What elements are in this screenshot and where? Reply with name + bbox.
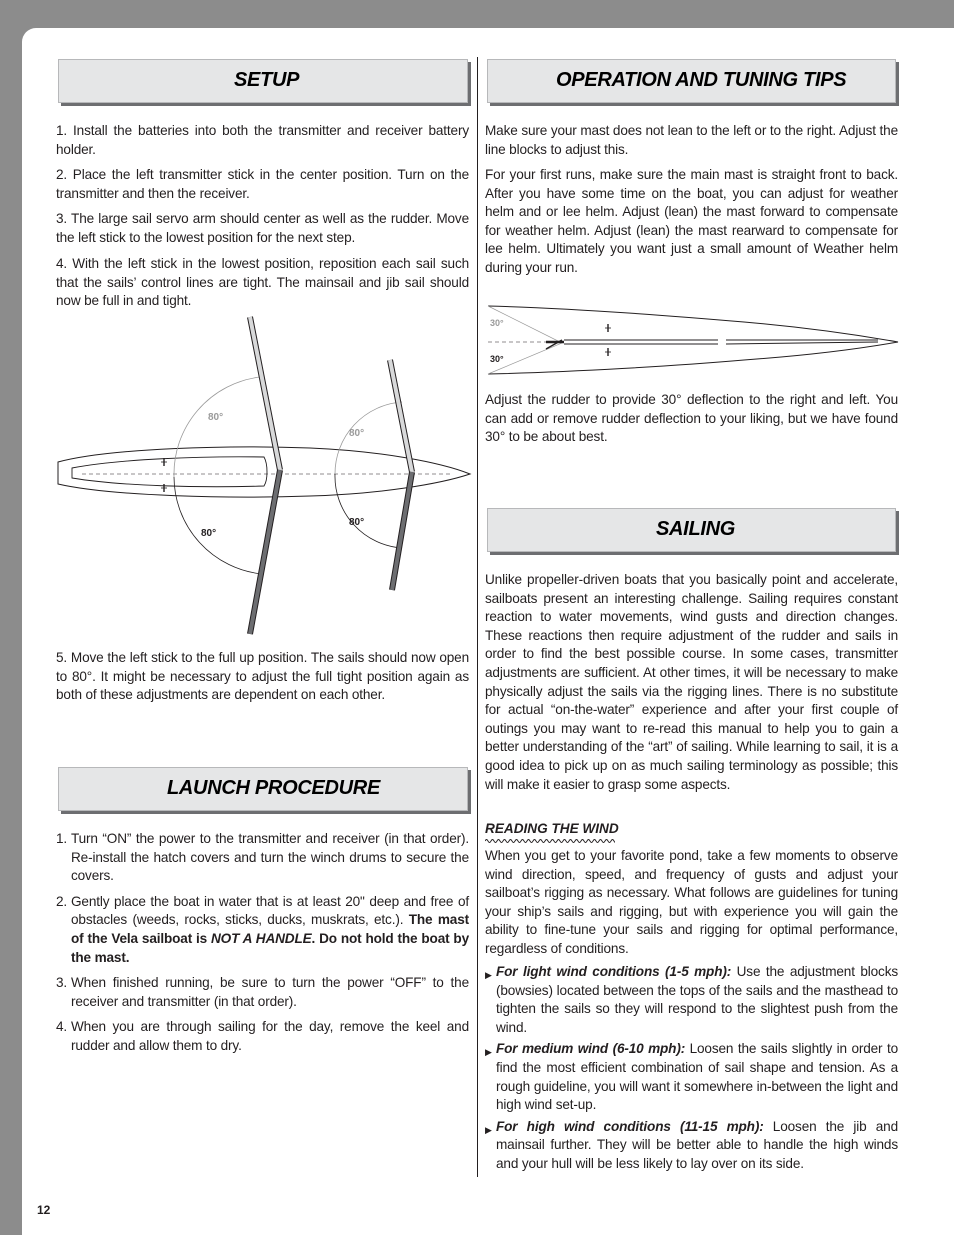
angle-label-top-jib: 80° (349, 428, 365, 439)
sailing-paragraph-2: When you get to your favorite pond, take a few moments to observe wind direction, speed, and frequency of gusts and adjust your sailboat’s rigging as necessary. What follows are guidelines for tuning your ship’s sails and rigging, but with experience you will gain the ability to fine-tune your sails and rigging for optimal performance, regardless of conditions. (485, 848, 898, 956)
operation-paragraph-3: Adjust the rudder to provide 30° deflection to the right and left. You can add or remove rudder deflection to your liking, but we have found 30° to be about best. (485, 392, 898, 445)
wind-condition-item (485, 1118, 898, 1174)
launch-step-number: 2. (56, 893, 68, 909)
operation-paragraph-1: Make sure your mast does not lean to the left or to the right. Adjust the line blocks to adjust this. (485, 123, 898, 157)
bullet-arrow-icon: ▶ (485, 1124, 492, 1135)
setup-step-2: 2. Place the left transmitter stick in the center position. Turn on the transmitter and then the receiver. (56, 167, 469, 201)
setup-step-1: 1. Install the batteries into both the transmitter and receiver battery holder. (56, 123, 469, 157)
launch-step-text: Gently place the boat in water that is at least 20" deep and free of obstacles (weeds, rocks, sticks, ducks, muskrats, etc.). (71, 893, 469, 928)
operation-title: OPERATION AND TUNING TIPS (556, 69, 847, 91)
angle-label-bottom-main: 80° (201, 528, 217, 539)
launch-warning-emphasis: NOT A HANDLE (211, 930, 312, 946)
launch-warning-bold: The mast of the Vela sailboat is (71, 912, 469, 946)
sailing-title: SAILING (656, 518, 736, 540)
wave-decoration (22, 1180, 954, 1235)
sailing-paragraph-1: Unlike propeller-driven boats that you basically point and accelerate, sailboats present an interesting challenge. Sailing requires constant reaction to water movements, wind gusts and direction changes. These reactions then require adjustment of the rudder and sails in order to find the best possible course. In some cases, transmitter adjustments are sufficient. At other times, it will be necessary to make physically adjust the sails via the rigging lines. There is no substitute for actual “on-the-water” experience and after your first couple of outings you may want to re-read this manual to help you to gain a better understanding of the “art” of sailing. While learning to sail, it is a good idea to pick up on as much sailing terminology as possible; this will make it easier to grasp some aspects. (485, 572, 898, 792)
launch-step-text: When you are through sailing for the day, remove the keel and rudder and allow them to dry. (71, 1019, 469, 1053)
bullet-arrow-icon: ▶ (485, 970, 492, 980)
wind-condition-label: For medium wind (6-10 mph): (496, 1041, 686, 1057)
launch-step-text: Turn “ON” the power to the transmitter and receiver (in that order). Re-install the hatch covers and turn the winch drums to secure the covers. (71, 831, 469, 884)
launch-title: LAUNCH PROCEDURE (167, 777, 380, 799)
wind-condition-text: Use the adjustment blocks (bowsies) located between the tops of the sails and the masthead to tighten the sails so they will respond to the slightest push from the wind. (496, 964, 898, 1035)
setup-header (58, 59, 468, 103)
bullet-arrow-icon: ▶ (485, 1047, 492, 1058)
sail-angle-diagram (50, 312, 475, 642)
launch-step-number: 4. (56, 1019, 68, 1035)
wind-conditions-list (485, 963, 898, 1177)
launch-step-number: 1. (56, 831, 68, 846)
column-divider (477, 57, 478, 1177)
rudder-angle-label-bottom: 30° (490, 354, 504, 364)
setup-title: SETUP (234, 69, 300, 91)
launch-warning-bold-end: . Do not hold the boat by the mast. (71, 930, 469, 965)
angle-label-bottom-jib: 80° (349, 517, 365, 528)
wind-condition-label: For high wind conditions (11-15 mph): (496, 1118, 764, 1134)
rudder-angle-label-top: 30° (490, 318, 504, 328)
launch-step-number: 3. (56, 975, 68, 991)
operation-paragraph-2: For your first runs, make sure the main mast is straight front to back. After you have some time on the boat, you can adjust for weather helm and or lee helm. Adjust (lean) the mast forward to compensate for weather helm. Adjust (lean) the mast rearward to compensate for lee helm. Ultimately you want just a small amount of Weather helm during your run. (485, 167, 898, 275)
launch-step (56, 893, 469, 967)
operation-header (487, 59, 896, 103)
launch-step-text: When finished running, be sure to turn the power “OFF” to the receiver and transmitter (in that order). (71, 975, 469, 1009)
heading-squiggle-underline (485, 838, 615, 844)
page-number: 12 (37, 1203, 51, 1217)
launch-header (58, 767, 468, 811)
reading-the-wind-heading: READING THE WIND (485, 821, 619, 836)
setup-step-4: 4. With the left stick in the lowest position, reposition each sail such that the sails’ control lines are tight. The mainsail and jib sail should now be full in and tight. (56, 256, 469, 309)
sailing-header (487, 508, 896, 552)
wind-condition-text: Loosen the jib and mainsail further. They will be better able to handle the high winds and your hull will be less likely to lay over on its side. (496, 1118, 898, 1171)
rudder-deflection-diagram (484, 300, 904, 378)
angle-label-top-main: 80° (208, 412, 224, 423)
launch-steps (56, 830, 469, 1063)
wind-condition-text: Loosen the sails slightly in order to find the most efficient combination of sail shape and tension. As a rough guideline, you will want it somewhere in-between the light and high wind set-up. (496, 1041, 898, 1113)
setup-step-3: 3. The large sail servo arm should center as well as the rudder. Move the left stick to the lowest position for the next step. (56, 211, 469, 245)
launch-step (56, 830, 469, 886)
launch-step (56, 974, 469, 1011)
wind-condition-item (485, 963, 898, 1037)
setup-step-5: 5. Move the left stick to the full up position. The sails should now open to 80°. It might be necessary to adjust the full tight position again as both of these adjustments are dependent on each other. (56, 650, 469, 703)
wind-condition-item (485, 1040, 898, 1114)
wind-condition-label: For light wind conditions (1-5 mph): (496, 964, 732, 979)
launch-step (56, 1018, 469, 1055)
